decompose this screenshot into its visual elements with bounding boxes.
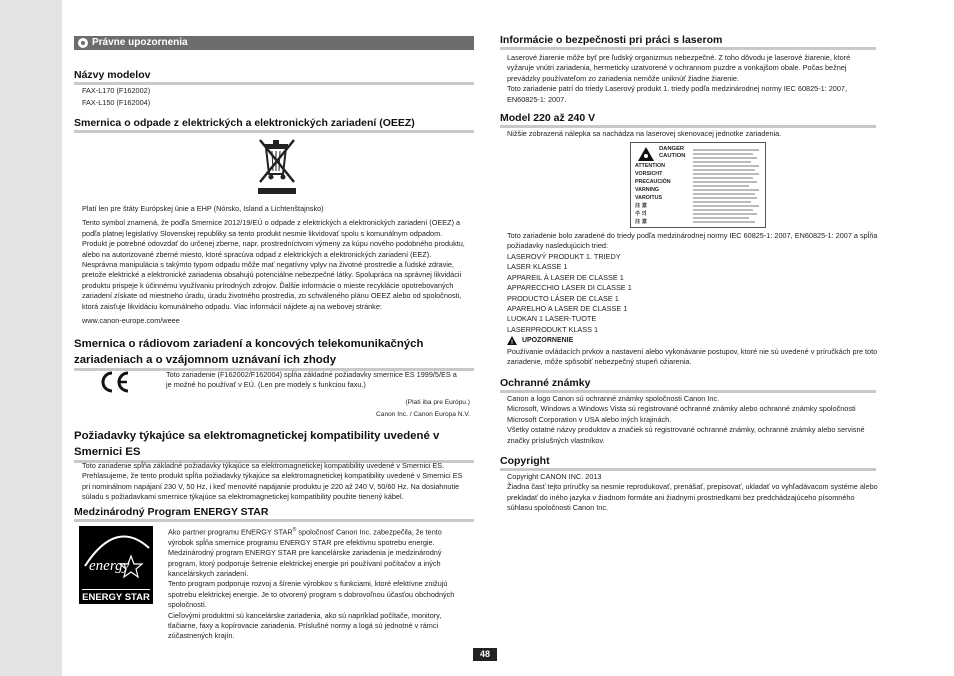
label-fine-print <box>693 147 761 225</box>
energy-heading: Medzinárodný Program ENERGY STAR <box>74 505 474 522</box>
laser-heading: Informácie o bezpečnosti pri práci s laserom <box>500 33 876 50</box>
energy-star-logo-mark <box>79 526 153 584</box>
page-sidebar <box>0 0 62 676</box>
ce-mark-icon <box>98 370 132 394</box>
copyright-heading: Copyright <box>500 454 876 471</box>
model220-text: Toto zariadenie bolo zaradené do triedy podľa medzinárodnej normy IEC 60825-1: 2007, EN60825-1: 2007 a spĺňa požiadavky nasledujúcich tried: <box>507 231 878 251</box>
section-title: Právne upozornenia <box>92 37 188 48</box>
radio-heading: Smernica o rádiovom zariadení a koncových telekomunikačných zariadeniach a o vzájomnom uznávaní ich zhody <box>74 336 474 371</box>
laser-text: Laserové žiarenie môže byť pre ľudský organizmus nebezpečné. Z toho dôvodu je laserové žiarenie, ktoré vyžaruje vnútri zariadenia, hermeticky uzatvorené v ochrannom puzdre a vonkajšom obale. Počas bežnej prevádzky používateľom zo zariadenia nemôže uniknúť žiadne žiarenie. Toto zariadenie patrí do triedy Laserový produkt 1. triedy podľa medzinárodnej normy IEC 60825-1: 2007, EN60825-1: 2007. <box>507 53 851 104</box>
laser-class-item: APPAREIL À LASER DE CLASSE 1 <box>507 272 624 282</box>
weee-link[interactable]: www.canon-europe.com/weee <box>82 316 180 326</box>
laser-class-item: LASERPRODUKT KLASS 1 <box>507 324 599 334</box>
section-bullet-icon <box>78 38 88 48</box>
laser-class-item: LASEROVÝ PRODUKT 1. TRIEDY <box>507 252 621 261</box>
radio-text: Toto zariadenie (F162002/F162004) spĺňa základné požiadavky smernice ES 1999/5/ES a je možné ho používať v EÚ. (Len pre modely s funkciou faxu.) <box>166 370 457 390</box>
laser-class-item: LUOKAN 1 LASER-TUOTE <box>507 314 597 324</box>
laser-class-item: APPARECCHIO LASER DI CLASSE 1 <box>507 283 632 293</box>
trademarks-text: Canon a logo Canon sú ochranné známky spoločnosti Canon Inc. Microsoft, Windows a Windows Vista sú registrované ochranné známky alebo ochranné známky spoločnosti Microsoft Corporation v USA alebo iných krajinách. Všetky ostatné názvy produktov a značiek sú registrované ochranné známky, ochranné známky alebo servisné značky príslušných vlastníkov. <box>507 394 865 445</box>
laser-class-item: LASER KLASSE 1 <box>507 262 568 272</box>
weee-heading: Smernica o odpade z elektrických a elektronických zariadení (OEEZ) <box>74 116 474 133</box>
model220-intro: Nižšie zobrazená nálepka sa nachádza na laserovej skenovacej jednotke zariadenia. <box>507 129 782 138</box>
crossed-bin-icon <box>250 134 304 198</box>
trademarks-heading: Ochranné známky <box>500 376 876 393</box>
energy-star-logo: energy ENERGY STAR <box>79 526 153 604</box>
svg-text:energy: energy <box>89 558 130 574</box>
emc-heading: Požiadavky týkajúce sa elektromagnetickej kompatibility uvedené v Smernici ES <box>74 428 474 463</box>
laser-class-list <box>507 252 879 335</box>
section-title-bar <box>74 36 474 50</box>
caution-text: Používanie ovládacích prvkov a nastavení alebo vykonávanie postupov, ktoré nie sú uvedené v príručkách pre toto zariadenie, môže spôsobiť nebezpečný stupeň ožiarenia. <box>507 347 878 367</box>
label-words: ATTENTION VORSICHT PRECAUCIÓN VARNING VAROITUS 注 意 주 의 注 意 <box>635 163 671 225</box>
model-item: FAX-L150 (F162004) <box>82 98 151 108</box>
laser-hazard-icon <box>637 146 655 162</box>
model-list <box>82 86 150 109</box>
laser-class-item: PRODUCTO LÁSER DE CLASE 1 <box>507 293 619 303</box>
label-words-top: DANGER CAUTION <box>659 146 686 159</box>
caution-title: ! UPOZORNENIE <box>507 336 573 346</box>
energy-text: Ako partner programu ENERGY STAR® spoločnosť Canon Inc. zabezpečila, že tento výrobok spĺňa smernice programu ENERGY STAR pre efektívnu spotrebu energie. Medzinárodný program ENERGY STAR pre kancelárske zariadenia je medzinárodný program, ktorý podporuje šetrenie elektrickej energie pri používaní počítačov a iných kancelárskych zariadení. Tento program podporuje rozvoj a šírenie výrobkov s funkciami, ktoré efektívne znižujú spotrebu elektrickej energie. Je to otvorený program s dobrovoľnou účasťou obchodných spoločností. Cieľovými produktmi sú kancelárske zariadenia, ako sú napríklad počítače, monitory, tlačiarne, faxy a kopírovacie zariadenia. Príslušné normy a logá sú jednotné v rámci zúčastnených krajín. <box>168 527 455 641</box>
page-number: 48 <box>473 648 497 661</box>
laser-class-item: APARELHO A LASER DE CLASSE 1 <box>507 304 628 314</box>
copyright-text: Copyright CANON INC. 2013 Žiadna časť tejto príručky sa nesmie reprodukovať, prenášať, prepisovať, ukladať vo vyhľadávacom systéme alebo prekladať do iného jazyka v žiadnom formáte ani žiadnymi prostriedkami bez predchádzajúceho písomného súhlasu spoločnosti Canon Inc. <box>507 472 878 513</box>
emc-text: Toto zariadenie spĺňa základné požiadavky týkajúce sa elektromagnetickej kompatibility uvedené v Smernici ES. Prehlasujeme, že tento produkt spĺňa požiadavky týkajúce sa elektromagnetickej kompatibility uvedené v Smernici ES pri nominálnom napájaní 230 V, 50 Hz, i keď menovité napájanie produktu je 220 až 240 V, 50/60 Hz. Na dosiahnutie súladu s požiadavkami smernice týkajúce sa elektromagnetickej kompatibility použite tienený kábel. <box>82 461 463 502</box>
laser-warning-label <box>630 142 766 228</box>
models-heading: Názvy modelov <box>74 68 474 85</box>
model-item: FAX-L170 (F162002) <box>82 86 151 95</box>
weee-text: Platí len pre štáty Európskej únie a EHP (Nórsko, Island a Lichtenštajnsko) Tento symbol znamená, že podľa Smernice 2012/19/EÚ o odpade z elektrických a elektronických zariadení (OEEZ) a podľa platnej legislatívy Slovenskej republiky sa tento produkt nesmie likvidovať spolu s komunálnym odpadom. Produkt je potrebné odovzdať do určenej zberne, napr. prostredníctvom výmeny za kúpu nového podobného produktu, alebo na autorizované zberné miesto, ktoré spracúva odpad z elektrických a elektronických zariadení (EEZ). Nesprávna manipulácia s takýmto typom odpadu môže mať negatívny vplyv na životné prostredie a ľudské zdravie, pretože elektrické a elektronické zariadenia obsahujú potenciálne nebezpečné látky. Spolupráca na správnej likvidácii produktu prispeje k účinnému využívaniu prírodných zdrojov. Ďalšie informácie o mieste recyklácie opotrebovaných zariadení získate od miestneho úradu, úradu životného prostredia, zo schváleného plánu OEEZ alebo od spoločnosti, ktorá zaisťuje likvidáciu komunálneho odpadu. Viac informácií nájdete aj na webovej stránke: www.canon-europe.com/weee <box>82 204 465 326</box>
model220-heading: Model 220 až 240 V <box>500 111 876 128</box>
radio-note: (Platí iba pre Európu.) Canon Inc. / Canon Europa N.V. <box>376 399 470 419</box>
warning-icon: ! <box>507 336 517 345</box>
